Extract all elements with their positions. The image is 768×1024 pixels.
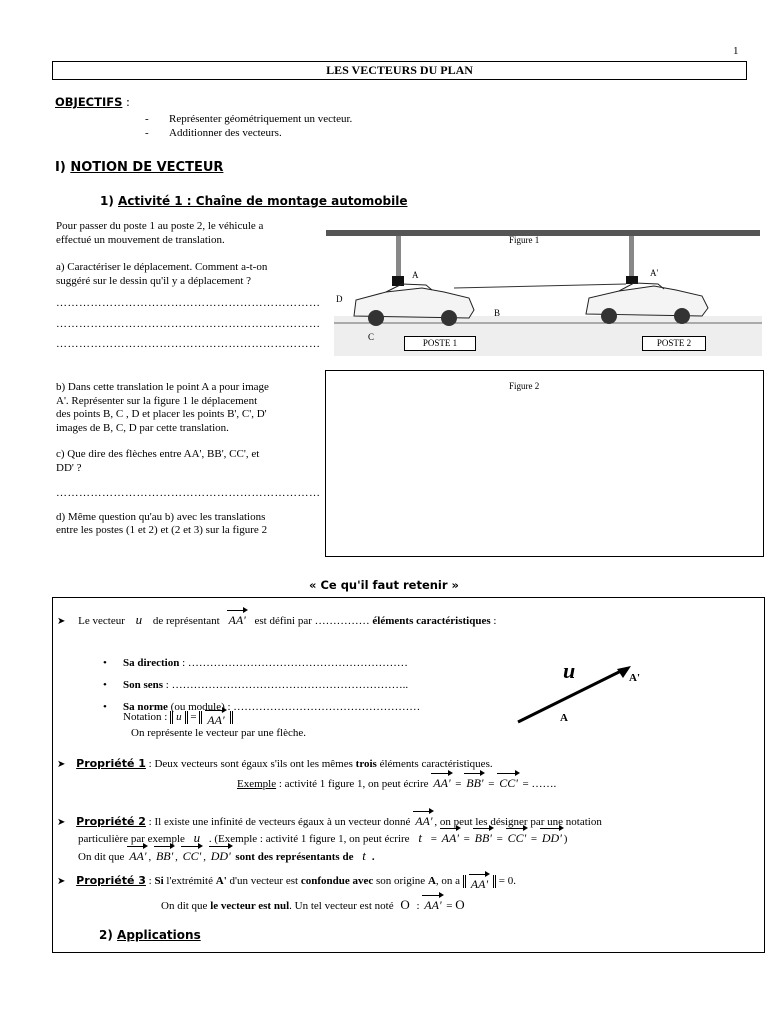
- answer-line: ……………………………………………………………: [56, 297, 321, 309]
- poste-2-label: POSTE 2: [642, 336, 706, 351]
- question-a: a) Caractériser le déplacement. Comment a-t-on: [56, 261, 268, 273]
- question-b: images de B, C, D par cette translation.: [56, 421, 229, 434]
- question-b: A'. Représenter sur la figure 1 le déplacement: [56, 394, 258, 407]
- vector-a-label: A: [560, 712, 568, 724]
- arrow-bullet-icon: ➤: [57, 876, 66, 887]
- question-d: d) Même question qu'au b) avec les translations: [56, 510, 266, 523]
- question-b-block: [56, 381, 321, 538]
- figure-2: [325, 370, 764, 557]
- propriete-2-line2: particulière par exemple u . (Exemple : activité 1 figure 1, on peut écrire t = AA' = BB' = CC' = DD' ): [78, 830, 568, 845]
- propriete-1: ➤ Propriété 1 : Deux vecteurs sont égaux s'ils ont les mêmes trois éléments caractéristiques.: [57, 757, 493, 770]
- figure-1-label: Figure 1: [509, 235, 540, 245]
- vector-u-label: u: [563, 658, 576, 683]
- retenir-box: [52, 597, 765, 953]
- question-b: des points B, C , D et placer les points B', C', D': [56, 408, 267, 420]
- activity-text: [56, 220, 321, 352]
- element-item: • Sa direction : ……………………………………………………: [103, 657, 408, 669]
- notation-line: Notation : u = AA': [123, 711, 233, 724]
- question-c: c) Que dire des flèches entre AA', BB', CC', et: [56, 448, 260, 460]
- objectifs-list: [145, 112, 352, 140]
- intro-line: Pour passer du poste 1 au poste 2, le véhicule a: [56, 220, 264, 232]
- definition-line: ➤ Le vecteur u de représentant AA' est défini par …………… éléments caractéristiques :: [57, 612, 497, 627]
- answer-line: ……………………………………………………………: [56, 487, 321, 499]
- question-a: suggéré sur le dessin qu'il y a déplacement ?: [56, 274, 252, 287]
- propriete-2: ➤ Propriété 2 : Il existe une infinité de vecteurs égaux à un vecteur donné AA' , on peut les désigner par une notation: [57, 814, 602, 828]
- arrow-bullet-icon: ➤: [57, 616, 66, 627]
- objectif-item: - Additionner des vecteurs.: [145, 127, 282, 139]
- point-label-a-prime: A': [650, 268, 659, 278]
- section-heading: I) NOTION DE VECTEUR: [55, 160, 224, 175]
- propriete-3: ➤ Propriété 3 : Si l'extrémité A' d'un vecteur est confondue avec son origine A, on a AA' = 0.: [57, 874, 516, 891]
- arrow-bullet-icon: ➤: [57, 759, 66, 770]
- elements-list: [103, 652, 420, 714]
- propriete-3-line2: On dit que le vecteur est nul. Un tel vecteur est noté O : AA' = O: [161, 897, 465, 912]
- vector-aa: AA': [228, 613, 246, 627]
- vector-a-prime-label: A': [629, 672, 640, 684]
- represente-line: On représente le vecteur par une flèche.: [131, 727, 306, 739]
- retenir-heading: « Ce qu'il faut retenir »: [309, 578, 459, 592]
- objectifs-heading: OBJECTIFS :: [55, 95, 130, 109]
- page-title: LES VECTEURS DU PLAN: [52, 61, 747, 80]
- figure-2-label: Figure 2: [509, 381, 540, 391]
- activity-heading: 1) Activité 1 : Chaîne de montage automobile: [100, 194, 408, 208]
- propriete-2-line3: On dit que AA' , BB' , CC' , DD' sont des représentants de t .: [78, 848, 375, 863]
- answer-line: ……………………………………………………………: [56, 317, 321, 330]
- question-b: b) Dans cette translation le point A a pour image: [56, 381, 269, 393]
- question-c: DD' ?: [56, 461, 82, 474]
- figure-1: [324, 228, 762, 358]
- objectif-item: - Représenter géométriquement un vecteur.: [145, 113, 353, 125]
- point-label-c: C: [368, 332, 375, 342]
- answer-line: ……………………………………………………………: [56, 338, 321, 350]
- applications-heading: 2) Applications: [99, 928, 201, 942]
- point-label-d: D: [336, 294, 343, 304]
- element-item: • Son sens : ………………………………………………………..: [103, 679, 409, 691]
- point-label-b: B: [494, 308, 501, 318]
- arrow-bullet-icon: ➤: [57, 817, 66, 828]
- vector-arrow-figure: [513, 650, 653, 730]
- point-label-a: A: [412, 270, 419, 280]
- page-number: 1: [733, 45, 739, 57]
- intro-line: effectué un mouvement de translation.: [56, 233, 225, 246]
- poste-1-label: POSTE 1: [404, 336, 476, 351]
- propriete-1-example: Exemple : activité 1 figure 1, on peut écrire AA' = BB' = CC' = …….: [237, 776, 557, 790]
- element-item: • Sa norme (ou module) : ……………………………………………: [103, 701, 421, 713]
- question-d: entre les postes (1 et 2) et (2 et 3) sur la figure 2: [56, 524, 268, 536]
